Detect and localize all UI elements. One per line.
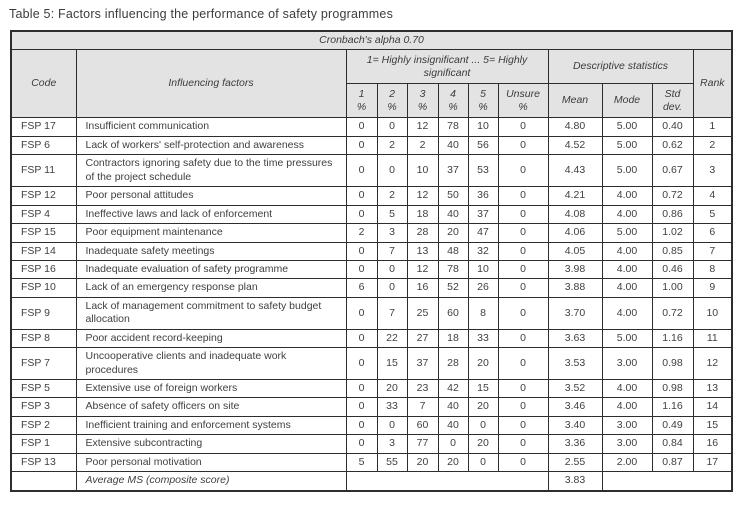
mean-cell: 4.43 bbox=[548, 155, 602, 187]
table-row bbox=[11, 224, 732, 242]
mode-cell: 4.00 bbox=[602, 279, 652, 297]
factor-cell: Ineffective laws and lack of enforcement bbox=[76, 205, 346, 223]
mean-cell: 3.52 bbox=[548, 380, 602, 398]
scale-value-label: 4 bbox=[450, 87, 456, 100]
percent-cell: 0 bbox=[346, 348, 377, 380]
percent-cell: 28 bbox=[407, 224, 438, 242]
percent-cell: 0 bbox=[468, 453, 498, 471]
percent-cell: 12 bbox=[407, 187, 438, 205]
percent-cell: 0 bbox=[346, 398, 377, 416]
percent-cell: 0 bbox=[438, 435, 468, 453]
percent-cell: 23 bbox=[407, 380, 438, 398]
average-row bbox=[11, 472, 732, 491]
std-dev-cell: 0.87 bbox=[652, 453, 693, 471]
percent-cell: 20 bbox=[468, 398, 498, 416]
table-row bbox=[11, 279, 732, 297]
percent-cell: 0 bbox=[346, 205, 377, 223]
table-row bbox=[11, 329, 732, 347]
percent-cell: 18 bbox=[438, 329, 468, 347]
code-cell: FSP 9 bbox=[11, 297, 76, 329]
rank-cell: 12 bbox=[693, 348, 732, 380]
factor-cell: Lack of an emergency response plan bbox=[76, 279, 346, 297]
mode-cell: 4.00 bbox=[602, 380, 652, 398]
rank-cell: 16 bbox=[693, 435, 732, 453]
code-cell: FSP 10 bbox=[11, 279, 76, 297]
percent-cell: 0 bbox=[346, 260, 377, 278]
percent-cell: 10 bbox=[468, 118, 498, 136]
factor-cell: Lack of workers' self-protection and awareness bbox=[76, 136, 346, 154]
col-header-stat-3: Std dev. bbox=[652, 84, 693, 118]
percent-cell: 40 bbox=[438, 136, 468, 154]
code-cell: FSP 14 bbox=[11, 242, 76, 260]
std-dev-cell: 0.40 bbox=[652, 118, 693, 136]
std-dev-cell: 0.85 bbox=[652, 242, 693, 260]
col-header-factors: Influencing factors bbox=[76, 50, 346, 118]
mode-cell: 4.00 bbox=[602, 205, 652, 223]
percent-cell: 8 bbox=[468, 297, 498, 329]
std-dev-cell: 1.02 bbox=[652, 224, 693, 242]
mean-cell: 3.88 bbox=[548, 279, 602, 297]
percent-cell: 40 bbox=[438, 416, 468, 434]
percent-cell: 10 bbox=[407, 155, 438, 187]
table-row bbox=[11, 155, 732, 187]
percent-cell: 0 bbox=[346, 435, 377, 453]
percent-cell: 7 bbox=[377, 297, 407, 329]
percent-sign-label: % bbox=[478, 100, 488, 113]
code-cell: FSP 12 bbox=[11, 187, 76, 205]
mean-cell: 2.55 bbox=[548, 453, 602, 471]
percent-cell: 0 bbox=[498, 118, 548, 136]
mean-cell: 4.80 bbox=[548, 118, 602, 136]
factor-cell: Poor accident record-keeping bbox=[76, 329, 346, 347]
table-row bbox=[11, 260, 732, 278]
code-cell: FSP 15 bbox=[11, 224, 76, 242]
rank-cell: 11 bbox=[693, 329, 732, 347]
percent-cell: 47 bbox=[468, 224, 498, 242]
percent-cell: 18 bbox=[407, 205, 438, 223]
percent-cell: 0 bbox=[346, 297, 377, 329]
table-row bbox=[11, 380, 732, 398]
percent-cell: 33 bbox=[468, 329, 498, 347]
percent-cell: 5 bbox=[346, 453, 377, 471]
table-row bbox=[11, 398, 732, 416]
code-cell: FSP 13 bbox=[11, 453, 76, 471]
code-cell: FSP 7 bbox=[11, 348, 76, 380]
mode-cell: 4.00 bbox=[602, 398, 652, 416]
percent-cell: 2 bbox=[377, 136, 407, 154]
factor-cell: Poor personal attitudes bbox=[76, 187, 346, 205]
percent-cell: 36 bbox=[468, 187, 498, 205]
table-row bbox=[11, 453, 732, 471]
mean-cell: 3.63 bbox=[548, 329, 602, 347]
percent-cell: 5 bbox=[377, 205, 407, 223]
rank-cell: 6 bbox=[693, 224, 732, 242]
table-row bbox=[11, 205, 732, 223]
mean-cell: 3.46 bbox=[548, 398, 602, 416]
col-header-scale-2 bbox=[377, 84, 407, 118]
percent-sign-label: % bbox=[448, 100, 458, 113]
percent-cell: 27 bbox=[407, 329, 438, 347]
group-header-row bbox=[11, 50, 732, 84]
percent-cell: 20 bbox=[407, 453, 438, 471]
col-header-scale-group: 1= Highly insignificant ... 5= Highly significant bbox=[346, 50, 548, 84]
col-header-descriptive-stats: Descriptive statistics bbox=[548, 50, 693, 84]
std-dev-cell: 0.72 bbox=[652, 187, 693, 205]
std-dev-cell: 0.84 bbox=[652, 435, 693, 453]
mode-cell: 3.00 bbox=[602, 435, 652, 453]
percent-cell: 0 bbox=[346, 380, 377, 398]
std-dev-cell: 0.98 bbox=[652, 348, 693, 380]
percent-cell: 16 bbox=[407, 279, 438, 297]
factor-cell: Lack of management commitment to safety budget allocation bbox=[76, 297, 346, 329]
percent-sign-label: % bbox=[356, 100, 367, 113]
percent-cell: 0 bbox=[377, 260, 407, 278]
code-cell: FSP 5 bbox=[11, 380, 76, 398]
percent-cell: 0 bbox=[346, 118, 377, 136]
col-header-scale-3 bbox=[407, 84, 438, 118]
percent-cell: 56 bbox=[468, 136, 498, 154]
code-cell-empty bbox=[11, 472, 76, 491]
percent-cell: 0 bbox=[377, 416, 407, 434]
mode-cell: 4.00 bbox=[602, 242, 652, 260]
table-body bbox=[11, 118, 732, 491]
percent-cell: 0 bbox=[498, 348, 548, 380]
percent-cell: 0 bbox=[346, 242, 377, 260]
percent-cell: 28 bbox=[438, 348, 468, 380]
percent-cell: 7 bbox=[407, 398, 438, 416]
percent-cell: 42 bbox=[438, 380, 468, 398]
percent-cell: 2 bbox=[346, 224, 377, 242]
mode-cell: 5.00 bbox=[602, 329, 652, 347]
mean-cell: 3.70 bbox=[548, 297, 602, 329]
percent-cell: 0 bbox=[498, 416, 548, 434]
rank-cell: 8 bbox=[693, 260, 732, 278]
percent-cell: 0 bbox=[346, 187, 377, 205]
factor-cell: Absence of safety officers on site bbox=[76, 398, 346, 416]
percent-sign-label: % bbox=[518, 100, 528, 113]
table-row bbox=[11, 435, 732, 453]
percent-sign-label: % bbox=[387, 100, 397, 113]
percent-cell: 20 bbox=[377, 380, 407, 398]
percent-cell: 0 bbox=[498, 453, 548, 471]
factor-cell: Poor personal motivation bbox=[76, 453, 346, 471]
rank-cell: 10 bbox=[693, 297, 732, 329]
rank-cell: 1 bbox=[693, 118, 732, 136]
percent-cell: 48 bbox=[438, 242, 468, 260]
percent-cell: 15 bbox=[377, 348, 407, 380]
rank-cell: 9 bbox=[693, 279, 732, 297]
rank-cell: 5 bbox=[693, 205, 732, 223]
std-dev-cell: 0.67 bbox=[652, 155, 693, 187]
percent-cell: 53 bbox=[468, 155, 498, 187]
percent-cell: 13 bbox=[407, 242, 438, 260]
percent-sign-label: % bbox=[417, 100, 428, 113]
percent-cell: 26 bbox=[468, 279, 498, 297]
percent-cell: 20 bbox=[468, 435, 498, 453]
percent-cell: 0 bbox=[346, 416, 377, 434]
percent-cell: 60 bbox=[407, 416, 438, 434]
percent-cell: 0 bbox=[377, 279, 407, 297]
mean-cell: 3.40 bbox=[548, 416, 602, 434]
col-header-rank: Rank bbox=[693, 50, 732, 118]
mode-cell: 4.00 bbox=[602, 187, 652, 205]
average-label-cell: Average MS (composite score) bbox=[76, 472, 346, 491]
percent-cell: 12 bbox=[407, 118, 438, 136]
percent-cell: 37 bbox=[468, 205, 498, 223]
col-header-scale-4 bbox=[438, 84, 468, 118]
percent-cell: 7 bbox=[377, 242, 407, 260]
std-dev-cell: 0.49 bbox=[652, 416, 693, 434]
mode-cell: 5.00 bbox=[602, 224, 652, 242]
rank-cell: 15 bbox=[693, 416, 732, 434]
cronbach-row bbox=[11, 31, 732, 50]
std-dev-cell: 0.86 bbox=[652, 205, 693, 223]
mode-cell: 2.00 bbox=[602, 453, 652, 471]
percent-cell: 0 bbox=[498, 224, 548, 242]
code-cell: FSP 11 bbox=[11, 155, 76, 187]
col-header-stat-2: Mode bbox=[602, 84, 652, 118]
mean-cell: 3.36 bbox=[548, 435, 602, 453]
col-header-scale-1 bbox=[346, 84, 377, 118]
std-dev-cell: 0.62 bbox=[652, 136, 693, 154]
percent-cell: 10 bbox=[468, 260, 498, 278]
percent-cell: 6 bbox=[346, 279, 377, 297]
percent-cell: 0 bbox=[377, 155, 407, 187]
stats-span-empty bbox=[602, 472, 732, 491]
table-title: Table 5: Factors influencing the performance of safety programmes bbox=[9, 7, 394, 21]
table-row bbox=[11, 118, 732, 136]
percent-cell: 0 bbox=[498, 155, 548, 187]
code-cell: FSP 4 bbox=[11, 205, 76, 223]
std-dev-cell: 0.72 bbox=[652, 297, 693, 329]
code-cell: FSP 2 bbox=[11, 416, 76, 434]
col-header-scale-6 bbox=[498, 84, 548, 118]
rank-cell: 7 bbox=[693, 242, 732, 260]
table-row bbox=[11, 348, 732, 380]
cronbach-alpha-label: Cronbach's alpha 0.70 bbox=[11, 31, 732, 50]
percent-cell: 0 bbox=[498, 242, 548, 260]
scale-value-label: 5 bbox=[480, 87, 486, 100]
percent-cell: 0 bbox=[498, 136, 548, 154]
percent-cell: 0 bbox=[498, 380, 548, 398]
mode-cell: 3.00 bbox=[602, 416, 652, 434]
percent-cell: 0 bbox=[346, 329, 377, 347]
scale-value-label: Unsure bbox=[506, 87, 540, 100]
percent-cell: 55 bbox=[377, 453, 407, 471]
percent-cell: 0 bbox=[498, 205, 548, 223]
percent-cell: 40 bbox=[438, 205, 468, 223]
scale-value-label: 3 bbox=[419, 87, 426, 100]
percent-cell: 0 bbox=[346, 136, 377, 154]
percent-cell: 22 bbox=[377, 329, 407, 347]
mode-cell: 4.00 bbox=[602, 297, 652, 329]
mode-cell: 3.00 bbox=[602, 348, 652, 380]
mean-cell: 3.53 bbox=[548, 348, 602, 380]
percent-cell: 0 bbox=[468, 416, 498, 434]
table-row bbox=[11, 136, 732, 154]
percent-cell: 2 bbox=[407, 136, 438, 154]
col-header-code: Code bbox=[11, 50, 76, 118]
std-dev-cell: 1.00 bbox=[652, 279, 693, 297]
code-cell: FSP 3 bbox=[11, 398, 76, 416]
percent-cell: 0 bbox=[498, 279, 548, 297]
percent-cell: 3 bbox=[377, 435, 407, 453]
mean-cell: 4.06 bbox=[548, 224, 602, 242]
mode-cell: 5.00 bbox=[602, 118, 652, 136]
rank-cell: 17 bbox=[693, 453, 732, 471]
percent-cell: 52 bbox=[438, 279, 468, 297]
percent-cell: 2 bbox=[377, 187, 407, 205]
mean-cell: 4.08 bbox=[548, 205, 602, 223]
std-dev-cell: 0.98 bbox=[652, 380, 693, 398]
factors-table bbox=[10, 30, 733, 492]
factor-cell: Extensive use of foreign workers bbox=[76, 380, 346, 398]
percent-cell: 0 bbox=[498, 329, 548, 347]
factor-cell: Uncooperative clients and inadequate work procedures bbox=[76, 348, 346, 380]
percent-cell: 0 bbox=[498, 187, 548, 205]
code-cell: FSP 16 bbox=[11, 260, 76, 278]
factor-cell: Extensive subcontracting bbox=[76, 435, 346, 453]
percent-cell: 0 bbox=[498, 260, 548, 278]
percent-cell: 3 bbox=[377, 224, 407, 242]
rank-cell: 4 bbox=[693, 187, 732, 205]
factor-cell: Inadequate safety meetings bbox=[76, 242, 346, 260]
percent-cell: 33 bbox=[377, 398, 407, 416]
col-header-stat-1: Mean bbox=[548, 84, 602, 118]
percent-cell: 12 bbox=[407, 260, 438, 278]
col-header-scale-5 bbox=[468, 84, 498, 118]
percent-cell: 40 bbox=[438, 398, 468, 416]
percent-cell: 20 bbox=[468, 348, 498, 380]
percent-cell: 0 bbox=[498, 398, 548, 416]
percent-cell: 77 bbox=[407, 435, 438, 453]
percent-cell: 37 bbox=[407, 348, 438, 380]
rank-cell: 3 bbox=[693, 155, 732, 187]
scale-value-label: 2 bbox=[389, 87, 395, 100]
percent-cell: 15 bbox=[468, 380, 498, 398]
percent-cell: 60 bbox=[438, 297, 468, 329]
mode-cell: 5.00 bbox=[602, 155, 652, 187]
factor-cell: Inadequate evaluation of safety programme bbox=[76, 260, 346, 278]
mean-cell: 3.98 bbox=[548, 260, 602, 278]
table-row bbox=[11, 297, 732, 329]
percent-cell: 78 bbox=[438, 118, 468, 136]
scale-value-label: 1 bbox=[358, 87, 365, 100]
code-cell: FSP 17 bbox=[11, 118, 76, 136]
mode-cell: 5.00 bbox=[602, 136, 652, 154]
factor-cell: Contractors ignoring safety due to the time pressures of the project schedule bbox=[76, 155, 346, 187]
percent-span-empty bbox=[346, 472, 548, 491]
std-dev-cell: 1.16 bbox=[652, 398, 693, 416]
factor-cell: Insufficient communication bbox=[76, 118, 346, 136]
code-cell: FSP 1 bbox=[11, 435, 76, 453]
mean-cell: 4.05 bbox=[548, 242, 602, 260]
rank-cell: 13 bbox=[693, 380, 732, 398]
std-dev-cell: 1.16 bbox=[652, 329, 693, 347]
std-dev-cell: 0.46 bbox=[652, 260, 693, 278]
percent-cell: 0 bbox=[346, 155, 377, 187]
percent-cell: 0 bbox=[377, 118, 407, 136]
percent-cell: 32 bbox=[468, 242, 498, 260]
code-cell: FSP 6 bbox=[11, 136, 76, 154]
average-mean-cell: 3.83 bbox=[548, 472, 602, 491]
percent-cell: 0 bbox=[498, 297, 548, 329]
percent-cell: 20 bbox=[438, 224, 468, 242]
percent-cell: 37 bbox=[438, 155, 468, 187]
rank-cell: 14 bbox=[693, 398, 732, 416]
table-row bbox=[11, 416, 732, 434]
mean-cell: 4.21 bbox=[548, 187, 602, 205]
rank-cell: 2 bbox=[693, 136, 732, 154]
table-row bbox=[11, 242, 732, 260]
percent-cell: 25 bbox=[407, 297, 438, 329]
percent-cell: 50 bbox=[438, 187, 468, 205]
mean-cell: 4.52 bbox=[548, 136, 602, 154]
mode-cell: 4.00 bbox=[602, 260, 652, 278]
factor-cell: Poor equipment maintenance bbox=[76, 224, 346, 242]
code-cell: FSP 8 bbox=[11, 329, 76, 347]
percent-cell: 78 bbox=[438, 260, 468, 278]
percent-cell: 20 bbox=[438, 453, 468, 471]
percent-cell: 0 bbox=[498, 435, 548, 453]
factor-cell: Inefficient training and enforcement systems bbox=[76, 416, 346, 434]
table-row bbox=[11, 187, 732, 205]
